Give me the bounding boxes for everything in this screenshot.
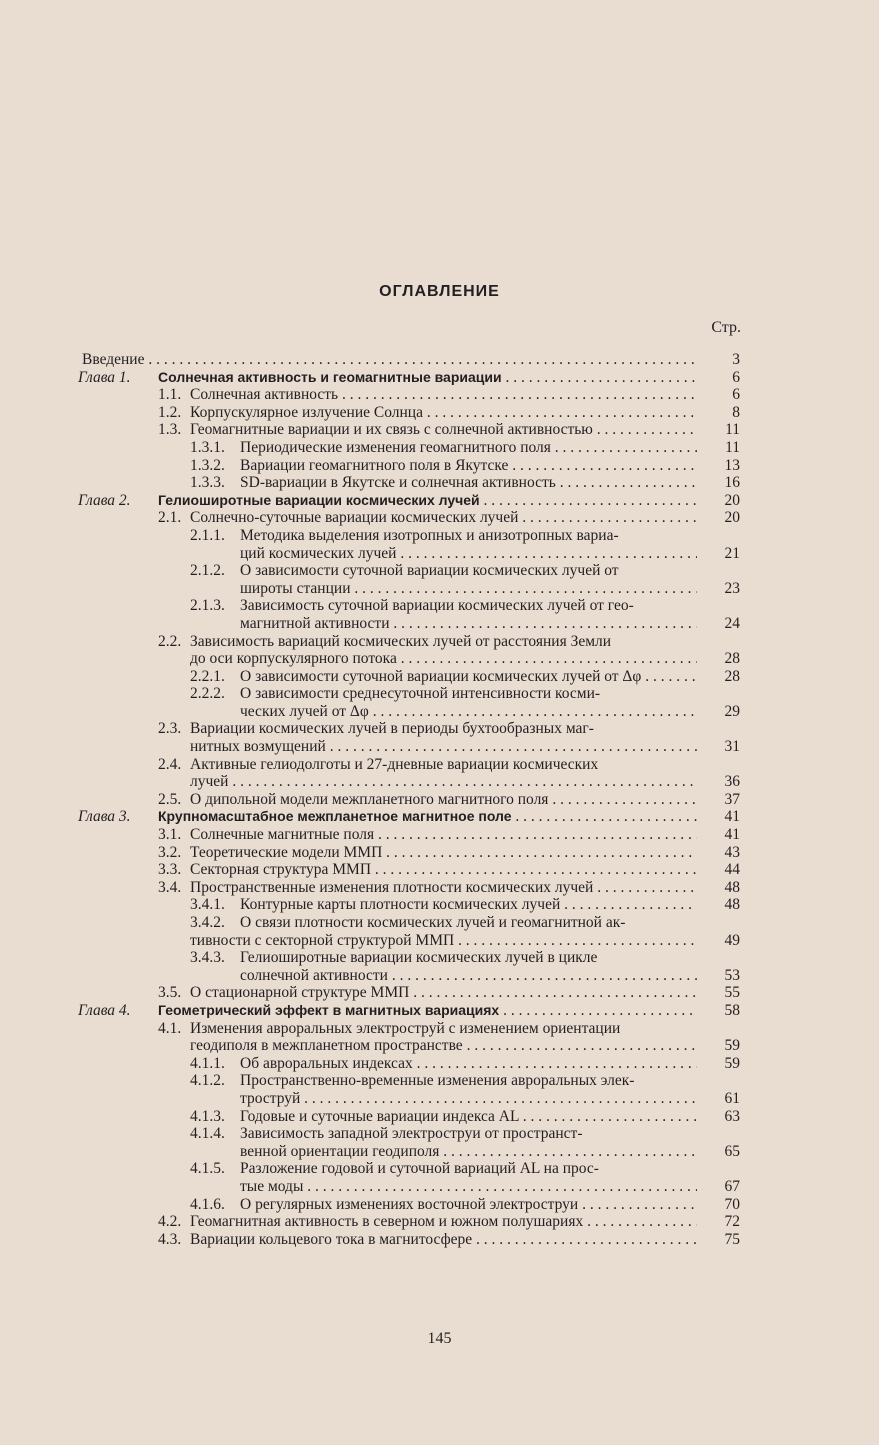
dot-leader — [593, 421, 697, 438]
section-number: 2.1.3. — [190, 597, 225, 615]
entry-text: О связи плотности космических лучей и геомагнитной ак- — [240, 914, 626, 931]
entry-title — [190, 650, 697, 668]
entry-title — [190, 1072, 697, 1090]
entry-text: нитных возмущений — [190, 738, 326, 756]
toc-entry — [0, 668, 879, 686]
page-ref: 75 — [724, 1230, 740, 1248]
entry-text: Гелиоширотные вариации космических лучей в цикле — [240, 949, 598, 967]
toc-entry — [0, 984, 879, 1002]
toc-entry — [0, 1108, 879, 1126]
page-ref: 8 — [732, 403, 740, 421]
entry-text: О зависимости среднесуточной интенсивности косми- — [240, 685, 601, 703]
toc-entry — [0, 474, 879, 492]
entry-title — [158, 386, 697, 404]
toc-entry — [0, 826, 879, 844]
entry-text: Разложение годовой и суточной вариаций AL на прос- — [240, 1160, 599, 1178]
entry-text: Об авроральных индексах — [240, 1054, 413, 1072]
toc-entry — [0, 615, 879, 633]
page-ref: 16 — [724, 474, 740, 492]
entry-title — [190, 773, 697, 791]
dot-leader — [396, 545, 697, 562]
page-number: 145 — [427, 1330, 452, 1347]
section-number: 3.1. — [158, 826, 182, 844]
entry-title — [190, 474, 697, 492]
entry-text: Геомагнитная активность в северном и южном полушариях — [190, 1213, 584, 1231]
entry-title — [190, 685, 697, 703]
page-ref: 61 — [724, 1089, 740, 1107]
dot-leader — [369, 703, 697, 720]
section-number: 4.1.1. — [190, 1054, 225, 1072]
toc-entry — [0, 949, 879, 967]
section-number: 2.1. — [158, 509, 182, 527]
dot-leader — [578, 1196, 697, 1213]
entry-title — [158, 791, 697, 809]
dot-leader — [551, 439, 697, 456]
page-ref: 24 — [724, 614, 740, 632]
entry-title — [158, 720, 697, 738]
page-ref: 63 — [724, 1107, 740, 1125]
entry-title — [190, 932, 697, 950]
dot-leader — [518, 509, 697, 526]
section-number: 3.5. — [158, 984, 182, 1002]
entry-title — [240, 545, 697, 563]
toc-entry — [0, 580, 879, 598]
dot-leader — [397, 650, 697, 667]
toc-entry — [0, 1037, 879, 1055]
toc-entry — [0, 1231, 879, 1249]
section-number: 1.3.1. — [190, 438, 225, 456]
entry-title — [190, 1125, 697, 1143]
toc-entry — [0, 932, 879, 950]
entry-text: Секторная структура ММП — [190, 861, 372, 879]
entry-text: Методика выделения изотропных и анизотропных вариа- — [240, 526, 619, 544]
toc-entry — [0, 421, 879, 439]
toc-entry — [0, 756, 879, 774]
entry-text: Вариации космических лучей в периоды бухтообразных маг- — [190, 720, 594, 738]
section-number: 3.2. — [158, 843, 182, 861]
dot-leader — [351, 580, 698, 597]
entry-text: Активные гелиодолготы и 27-дневные вариации космических — [190, 755, 599, 773]
entry-title — [158, 1002, 697, 1020]
section-number: 2.1.2. — [190, 562, 225, 580]
entry-text: ческих лучей от Δφ — [240, 702, 369, 720]
page-ref: 20 — [724, 509, 740, 527]
entry-text: Зависимость западной электроструи от пространст- — [240, 1125, 583, 1143]
toc-entry — [0, 1090, 879, 1108]
entry-text: троструй — [240, 1089, 301, 1107]
entry-title — [190, 1160, 697, 1178]
page-ref: 21 — [724, 544, 740, 562]
entry-title — [158, 984, 697, 1002]
page-ref: 11 — [725, 438, 740, 456]
entry-text: Периодические изменения геомагнитного поля — [240, 438, 551, 456]
toc-entry — [0, 509, 879, 527]
page-ref: 55 — [724, 984, 740, 1002]
dot-leader — [144, 351, 697, 368]
toc-entry — [0, 404, 879, 422]
entry-text: широты станции — [240, 579, 351, 597]
toc-entry — [0, 369, 879, 387]
entry-title — [190, 597, 697, 615]
dot-leader — [413, 1055, 697, 1072]
page-ref: 41 — [724, 808, 740, 826]
toc-entry — [0, 633, 879, 651]
toc-entry — [0, 808, 879, 826]
entry-title — [240, 703, 697, 721]
entry-title — [190, 1108, 697, 1126]
toc-entry — [0, 844, 879, 862]
dot-leader — [593, 879, 697, 896]
section-number: 3.4. — [158, 878, 182, 896]
toc-entry — [0, 492, 879, 510]
toc-entry — [0, 1072, 879, 1090]
entry-title — [158, 808, 697, 826]
toc-entry — [0, 597, 879, 615]
toc-entry — [0, 545, 879, 563]
page-ref: 11 — [725, 421, 740, 439]
entry-text: тые моды — [240, 1177, 304, 1195]
entry-title — [158, 633, 697, 651]
entry-text: О дипольной модели межпланетного магнитного поля — [190, 790, 549, 808]
entry-title — [190, 1055, 697, 1073]
section-number: 2.2. — [158, 632, 182, 650]
page-ref: 72 — [724, 1213, 740, 1231]
section-number: 4.1. — [158, 1019, 182, 1037]
page-ref: 70 — [724, 1195, 740, 1213]
entry-text: геодиполя в межпланетном пространстве — [190, 1037, 463, 1055]
dot-leader — [463, 1037, 697, 1054]
entry-title — [190, 439, 697, 457]
entry-title — [190, 527, 697, 545]
section-number: 2.2.1. — [190, 667, 225, 685]
entry-title — [190, 457, 697, 475]
section-number: 2.5. — [158, 790, 182, 808]
entry-text: до оси корпускулярного потока — [190, 650, 397, 668]
dot-leader — [454, 932, 697, 949]
page-ref: 44 — [724, 861, 740, 879]
chapter-label: Глава 1. — [78, 368, 131, 386]
page-ref: 49 — [724, 931, 740, 949]
entry-title — [190, 1196, 697, 1214]
toc-entry — [0, 773, 879, 791]
dot-leader — [508, 457, 697, 474]
page-ref: 13 — [724, 456, 740, 474]
toc-entry — [0, 720, 879, 738]
page-ref: 48 — [724, 896, 740, 914]
section-number: 4.3. — [158, 1230, 182, 1248]
dot-leader — [519, 1108, 697, 1125]
entry-text: Солнечная активность и геомагнитные вариации — [158, 368, 502, 385]
dot-leader — [338, 386, 697, 403]
entry-text: Вариации кольцевого тока в магнитосфере — [190, 1230, 473, 1248]
toc-entry — [0, 527, 879, 545]
entry-text: венной ориентации геодиполя — [240, 1142, 440, 1160]
page-ref: 41 — [724, 826, 740, 844]
entry-text: Корпускулярное излучение Солнца — [190, 403, 423, 421]
section-number: 4.1.2. — [190, 1072, 225, 1090]
entry-text: ций космических лучей — [240, 544, 397, 562]
toc-entry — [0, 861, 879, 879]
page-ref: 59 — [724, 1037, 740, 1055]
entry-text: Геомагнитные вариации и их связь с солнечной активностью — [190, 421, 593, 439]
toc-entry — [0, 896, 879, 914]
toc-entry — [0, 1196, 879, 1214]
entry-title — [158, 861, 697, 879]
dot-leader — [228, 773, 697, 790]
page-ref: 28 — [724, 650, 740, 668]
toc-entry — [0, 791, 879, 809]
toc-entry — [0, 914, 879, 932]
toc-entry — [0, 386, 879, 404]
entry-text: Пространственно-временные изменения авроральных элек- — [240, 1072, 635, 1090]
toc-entry — [0, 1160, 879, 1178]
section-number: 3.4.3. — [190, 949, 225, 967]
page-ref: 3 — [732, 351, 740, 368]
toc-entry — [0, 703, 879, 721]
page-ref: 31 — [724, 738, 740, 756]
entry-title — [190, 949, 697, 967]
toc-entry — [0, 1143, 879, 1161]
page-ref: 59 — [724, 1054, 740, 1072]
toc-entry — [0, 457, 879, 475]
entry-title — [158, 844, 697, 862]
page-ref: 6 — [732, 368, 740, 386]
entry-text: Солнечно-суточные вариации космических лучей — [190, 509, 519, 527]
entry-text: солнечной активности — [240, 966, 388, 984]
toc-entry — [0, 738, 879, 756]
dot-leader — [548, 791, 697, 808]
dot-leader — [382, 844, 697, 861]
section-number: 4.1.3. — [190, 1107, 225, 1125]
entry-title — [240, 1178, 697, 1196]
entry-title — [158, 1020, 697, 1038]
page-ref: 48 — [724, 878, 740, 896]
toc-entry — [0, 650, 879, 668]
entry-text: Введение — [82, 351, 145, 368]
section-number: 4.1.6. — [190, 1195, 225, 1213]
toc-entry — [0, 1055, 879, 1073]
dot-leader — [300, 1090, 697, 1107]
entry-text: Пространственные изменения плотности космических лучей — [190, 878, 594, 896]
page-column-label: Стр. — [711, 319, 741, 336]
toc-entry — [0, 1020, 879, 1038]
entry-text: О стационарной структуре ММП — [190, 984, 410, 1002]
entry-text: Зависимость вариаций космических лучей от расстояния Земли — [190, 632, 612, 650]
dot-leader — [371, 861, 697, 878]
toc-entry — [0, 439, 879, 457]
dot-leader — [499, 1002, 697, 1019]
chapter-label: Глава 2. — [78, 491, 131, 509]
section-number: 4.1.4. — [190, 1125, 225, 1143]
page-ref: 29 — [724, 702, 740, 720]
entry-title — [190, 562, 697, 580]
toc-entry — [0, 1125, 879, 1143]
section-number: 1.1. — [158, 386, 182, 404]
dot-leader — [303, 1178, 697, 1195]
section-number: 2.3. — [158, 720, 182, 738]
entry-title — [158, 369, 697, 387]
page-ref: 67 — [724, 1177, 740, 1195]
entry-title — [158, 756, 697, 774]
toc-entry — [0, 351, 879, 369]
dot-leader — [583, 1213, 697, 1230]
table-of-contents — [0, 351, 879, 1248]
entry-text: тивности с секторной структурой ММП — [190, 931, 455, 949]
toc-entry — [0, 1178, 879, 1196]
entry-text: О регулярных изменениях восточной электроструи — [240, 1195, 579, 1213]
dot-leader — [390, 615, 698, 632]
entry-text: О зависимости суточной вариации космических лучей от Δφ — [240, 667, 642, 685]
section-number: 2.2.2. — [190, 685, 225, 703]
dot-leader — [472, 1231, 697, 1248]
entry-title — [190, 1037, 697, 1055]
dot-leader — [556, 474, 697, 491]
entry-text: Солнечная активность — [190, 386, 339, 404]
page-ref: 28 — [724, 667, 740, 685]
dot-leader — [480, 492, 697, 509]
entry-text: Крупномасштабное межпланетное магнитное поле — [158, 808, 512, 825]
toc-entry — [0, 685, 879, 703]
entry-text: Гелиоширотные вариации космических лучей — [158, 491, 480, 508]
page-ref: 43 — [724, 843, 740, 861]
section-number: 3.3. — [158, 861, 182, 879]
page-ref: 36 — [724, 773, 740, 791]
entry-text: О зависимости суточной вариации космических лучей от — [240, 562, 619, 580]
dot-leader — [512, 808, 697, 825]
entry-title — [190, 896, 697, 914]
entry-text: Вариации геомагнитного поля в Якутске — [240, 456, 509, 474]
toc-entry — [0, 562, 879, 580]
page-ref: 37 — [724, 790, 740, 808]
page-ref: 58 — [724, 1001, 740, 1019]
entry-title — [158, 404, 697, 422]
section-number: 1.3.3. — [190, 474, 225, 492]
entry-title — [240, 967, 697, 985]
entry-title — [158, 879, 697, 897]
entry-title — [240, 615, 697, 633]
toc-entry — [0, 1002, 879, 1020]
entry-title — [190, 738, 697, 756]
page-ref: 20 — [724, 491, 740, 509]
entry-text: Изменения авроральных электроструй с изменением ориентации — [190, 1019, 621, 1037]
page-ref: 23 — [724, 579, 740, 597]
dot-leader — [502, 369, 697, 386]
toc-entry — [0, 1213, 879, 1231]
toc-entry — [0, 879, 879, 897]
entry-text: Теоретические модели ММП — [190, 843, 383, 861]
entry-title — [158, 421, 697, 439]
dot-leader — [560, 896, 697, 913]
page-ref: 65 — [724, 1142, 740, 1160]
entry-text: магнитной активности — [240, 614, 390, 632]
section-number: 1.3. — [158, 421, 182, 439]
chapter-label: Глава 4. — [78, 1001, 131, 1019]
entry-title — [190, 668, 697, 686]
entry-text: Годовые и суточные вариации индекса AL — [240, 1107, 519, 1125]
dot-leader — [388, 967, 697, 984]
dot-leader — [409, 984, 697, 1001]
entry-text: Солнечные магнитные поля — [190, 826, 375, 844]
entry-text: Контурные карты плотности космических лучей — [240, 896, 561, 914]
dot-leader — [641, 668, 697, 685]
toc-entry — [0, 967, 879, 985]
section-number: 3.4.2. — [190, 914, 225, 931]
dot-leader — [423, 404, 697, 421]
section-number: 2.1.1. — [190, 526, 225, 544]
entry-text: Зависимость суточной вариации космических лучей от гео- — [240, 597, 634, 615]
section-number: 3.4.1. — [190, 896, 225, 914]
entry-title — [158, 492, 697, 510]
page-ref: 53 — [724, 966, 740, 984]
entry-title — [158, 1231, 697, 1249]
section-number: 2.4. — [158, 755, 182, 773]
page-title: ОГЛАВЛЕНИЕ — [379, 283, 500, 300]
entry-title — [158, 826, 697, 844]
section-number: 1.2. — [158, 403, 182, 421]
dot-leader — [439, 1143, 697, 1160]
chapter-label: Глава 3. — [78, 808, 131, 826]
entry-title — [240, 1090, 697, 1108]
dot-leader — [374, 826, 697, 843]
entry-title — [240, 580, 697, 598]
entry-text: Геометрический эффект в магнитных вариациях — [158, 1001, 500, 1018]
entry-title — [158, 509, 697, 527]
dot-leader — [326, 738, 697, 755]
entry-title — [82, 351, 697, 369]
entry-title — [158, 1213, 697, 1231]
entry-title — [190, 914, 697, 932]
entry-title — [240, 1143, 697, 1161]
section-number: 4.2. — [158, 1213, 182, 1231]
section-number: 1.3.2. — [190, 456, 225, 474]
entry-text: лучей — [190, 773, 229, 791]
entry-text: SD-вариации в Якутске и солнечная активность — [240, 474, 556, 492]
page-ref: 6 — [732, 386, 740, 404]
section-number: 4.1.5. — [190, 1160, 225, 1178]
